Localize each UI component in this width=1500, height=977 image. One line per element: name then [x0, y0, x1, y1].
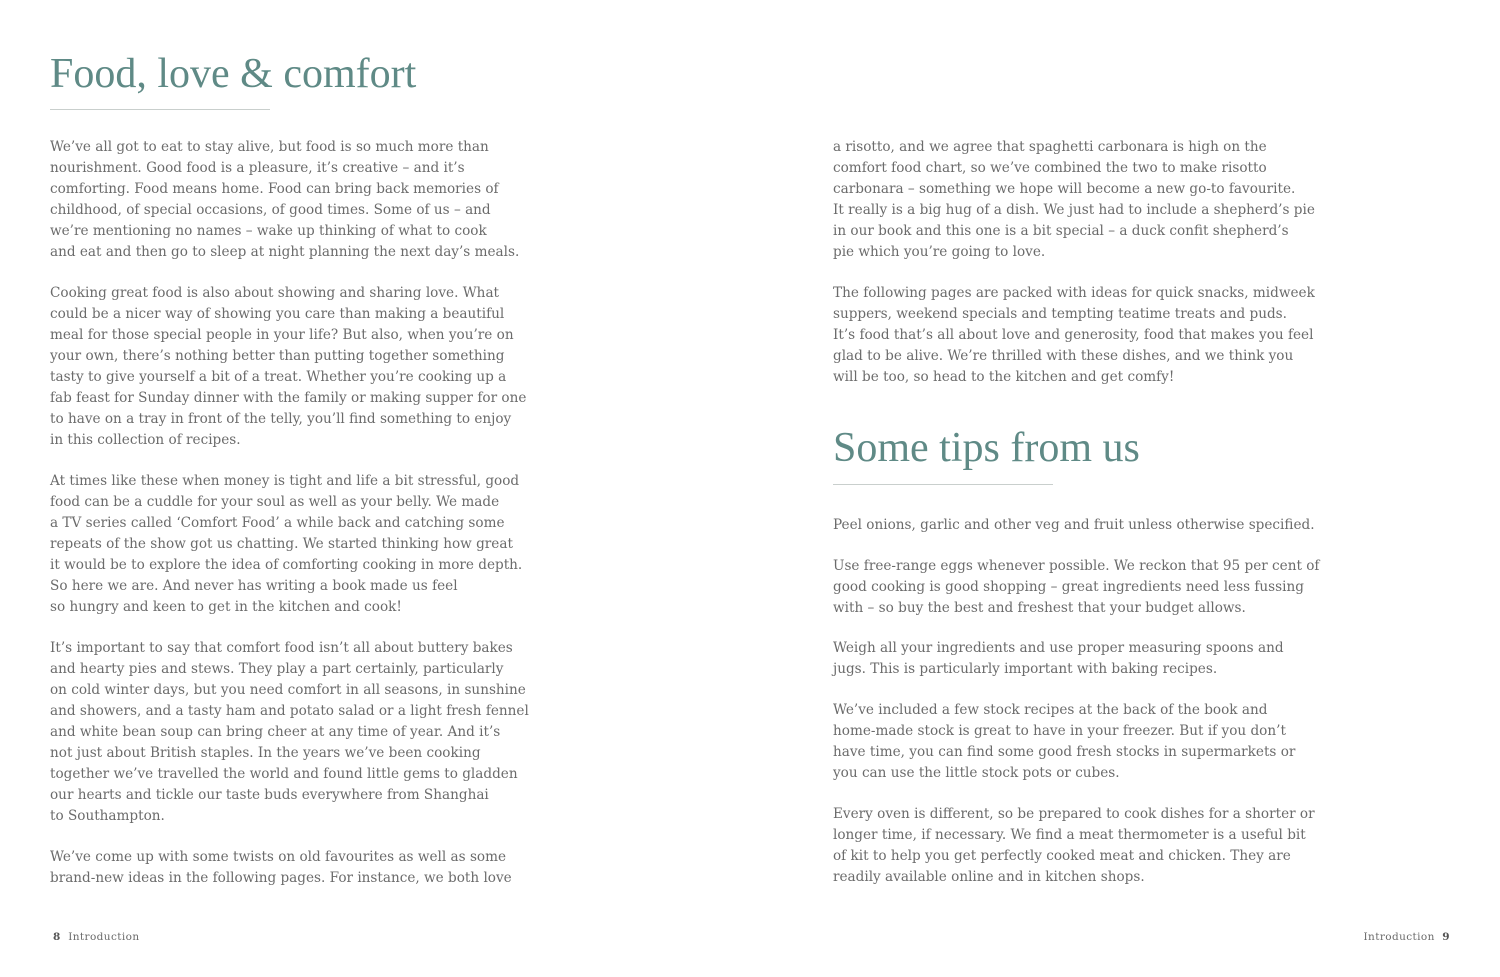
section-label: Introduction: [68, 931, 140, 943]
page-number: 8: [53, 931, 61, 943]
paragraph-3: At times like these when money is tight and life a bit stressful, good food can be a cuddle for your soul as well as your belly. We made a TV series called ‘Comfort Food’ a while back and catching some repeats of the show got us chatting. We started thinking how great it would be to explore the idea of comforting cooking in more depth. So here we are. And never has writing a book made us feel so hungry and keen to get in the kitchen and cook!: [50, 473, 523, 615]
heading-rule: [50, 109, 270, 110]
paragraph-2: Cooking great food is also about showing and sharing love. What could be a nicer way of showing you care than making a beautiful meal for those special people in your life? But also, when you’re on your own, there’s nothing better than putting together something tasty to give yourself a bit of a treat. Whether you’re cooking up a fab feast for Sunday dinner with the family or making supper for one to have on a tray in front of the telly, you’ll find something to enjoy in this collection of recipes.: [50, 285, 527, 448]
paragraph-4: It’s important to say that comfort food isn’t all about buttery bakes and hearty pies and stews. They play a part certainly, particularly on cold winter days, but you need comfort in all seasons, in sunshine and showers, and a tasty ham and potato salad or a light fresh fennel and white bean soup can bring cheer at any time of year. And it’s not just about British staples. In the years we’ve been cooking together we’ve travelled the world and found little gems to gladden our hearts and tickle our taste buds everywhere from Shanghai to Southampton.: [50, 640, 529, 824]
tip-3: Weigh all your ingredients and use proper measuring spoons and jugs. This is particularly important with baking recipes.: [833, 640, 1284, 677]
page-folio-right: [1364, 931, 1451, 943]
tip-1: Peel onions, garlic and other veg and fruit unless otherwise specified.: [833, 517, 1315, 533]
paragraph-1: We’ve all got to eat to stay alive, but food is so much more than nourishment. Good food is a pleasure, it’s creative – and it’s comforting. Food means home. Food can bring back memories of childhood, of special occasions, of good times. Some of us – and we’re mentioning no names – wake up thinking of what to cook and eat and then go to sleep at night planning the next day’s meals.: [50, 139, 520, 260]
paragraph-5: We’ve come up with some twists on old favourites as well as some brand-new ideas in the following pages. For instance, we both love: [50, 849, 512, 886]
right-page: [750, 0, 1500, 977]
tip-4: We’ve included a few stock recipes at the back of the book and home-made stock is great to have in your freezer. But if you don’t have time, you can find some good fresh stocks in supermarkets or you can use the little stock pots or cubes.: [833, 702, 1296, 781]
tip-2: Use free-range eggs whenever possible. We reckon that 95 per cent of good cooking is good shopping – great ingredients need less fussing with – so buy the best and freshest that your budget allows.: [833, 558, 1320, 616]
tips-heading-rule: [833, 484, 1053, 485]
page-number: 9: [1442, 931, 1450, 943]
tips-heading: Some tips from us: [833, 425, 1140, 471]
section-label: Introduction: [1363, 931, 1435, 943]
page-heading: Food, love & comfort: [50, 51, 417, 97]
tip-5: Every oven is different, so be prepared to cook dishes for a shorter or longer time, if necessary. We find a meat thermometer is a useful bit of kit to help you get perfectly cooked meat and chicken. They are readily available online and in kitchen shops.: [833, 806, 1315, 885]
paragraph-continued: a risotto, and we agree that spaghetti carbonara is high on the comfort food chart, so we’ve combined the two to make risotto carbonara – something we hope will become a new go-to favourite. It really is a big hug of a dish. We just had to include a shepherd’s pie in our book and this one is a bit special – a duck confit shepherd’s pie which you’re going to love.: [833, 139, 1315, 260]
page-folio-left: [53, 931, 140, 943]
paragraph-following-pages: The following pages are packed with ideas for quick snacks, midweek suppers, weekend specials and tempting teatime treats and puds. It’s food that’s all about love and generosity, food that makes you feel glad to be alive. We’re thrilled with these dishes, and we think you will be too, so head to the kitchen and get comfy!: [833, 285, 1315, 385]
